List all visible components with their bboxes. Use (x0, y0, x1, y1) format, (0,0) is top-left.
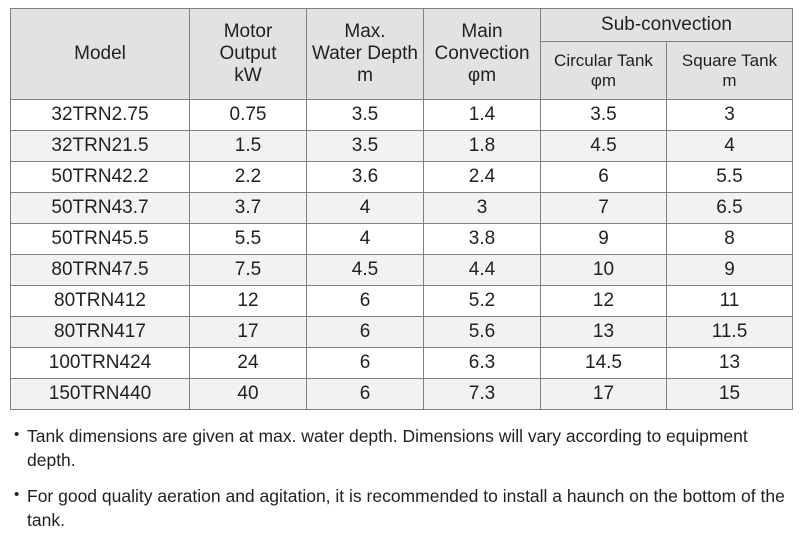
cell-square-tank: 13 (667, 348, 793, 379)
cell-model: 80TRN47.5 (11, 255, 190, 286)
note-item (14, 424, 793, 472)
cell-circular-tank: 12 (541, 286, 667, 317)
table-header (11, 9, 793, 100)
cell-model: 80TRN412 (11, 286, 190, 317)
table-body (11, 100, 793, 410)
cell-square-tank: 6.5 (667, 193, 793, 224)
cell-max-water-depth: 4 (307, 193, 424, 224)
cell-max-water-depth: 6 (307, 348, 424, 379)
cell-main-convection: 5.6 (424, 317, 541, 348)
motor-output-line-3: kW (234, 65, 262, 87)
cell-circular-tank: 10 (541, 255, 667, 286)
cell-motor-output: 0.75 (190, 100, 307, 131)
cell-model: 50TRN42.2 (11, 162, 190, 193)
motor-output-line-2: Output (219, 42, 277, 64)
cell-circular-tank: 3.5 (541, 100, 667, 131)
column-header-sub-convection (541, 9, 793, 42)
cell-motor-output: 24 (190, 348, 307, 379)
cell-max-water-depth: 3.6 (307, 162, 424, 193)
cell-main-convection: 6.3 (424, 348, 541, 379)
cell-motor-output: 7.5 (190, 255, 307, 286)
cell-model: 100TRN424 (11, 348, 190, 379)
cell-max-water-depth: 3.5 (307, 131, 424, 162)
cell-motor-output: 2.2 (190, 162, 307, 193)
cell-main-convection: 3 (424, 193, 541, 224)
table-row (11, 193, 793, 224)
circular-tank-line-1: Circular Tank (554, 50, 653, 70)
cell-square-tank: 8 (667, 224, 793, 255)
cell-circular-tank: 9 (541, 224, 667, 255)
cell-main-convection: 5.2 (424, 286, 541, 317)
square-tank-line-1: Square Tank (681, 50, 778, 70)
cell-square-tank: 11.5 (667, 317, 793, 348)
cell-model: 150TRN440 (11, 379, 190, 410)
note-text: For good quality aeration and agitation, it is recommended to install a haunch on the bottom of the tank. (27, 486, 785, 531)
cell-square-tank: 15 (667, 379, 793, 410)
cell-circular-tank: 6 (541, 162, 667, 193)
column-header-square-tank (667, 42, 793, 100)
cell-circular-tank: 7 (541, 193, 667, 224)
column-header-main-convection (424, 9, 541, 100)
column-header-max-water-depth (307, 9, 424, 100)
cell-main-convection: 4.4 (424, 255, 541, 286)
column-header-model-label: Model (74, 42, 126, 64)
column-header-model (11, 9, 190, 100)
cell-motor-output: 17 (190, 317, 307, 348)
cell-motor-output: 40 (190, 379, 307, 410)
table-row (11, 286, 793, 317)
note-item (14, 484, 793, 532)
cell-square-tank: 9 (667, 255, 793, 286)
main-convection-line-1: Main (461, 20, 503, 42)
square-tank-line-2: m (722, 70, 737, 90)
header-row-top (11, 9, 793, 42)
note-text: Tank dimensions are given at max. water depth. Dimensions will vary according to equipment depth. (27, 426, 748, 471)
table-row (11, 131, 793, 162)
cell-model: 32TRN21.5 (11, 131, 190, 162)
cell-model: 80TRN417 (11, 317, 190, 348)
max-water-depth-line-2: Water Depth (312, 42, 418, 64)
cell-model: 32TRN2.75 (11, 100, 190, 131)
table-row (11, 317, 793, 348)
max-water-depth-line-3: m (357, 65, 373, 87)
cell-square-tank: 11 (667, 286, 793, 317)
sub-convection-label: Sub-convection (601, 13, 732, 35)
specification-table (10, 8, 793, 410)
table-row (11, 162, 793, 193)
cell-main-convection: 1.8 (424, 131, 541, 162)
table-row (11, 100, 793, 131)
notes-section (10, 424, 793, 533)
cell-motor-output: 3.7 (190, 193, 307, 224)
cell-max-water-depth: 6 (307, 379, 424, 410)
cell-motor-output: 5.5 (190, 224, 307, 255)
cell-max-water-depth: 4 (307, 224, 424, 255)
circular-tank-line-2: φm (590, 70, 617, 90)
cell-main-convection: 2.4 (424, 162, 541, 193)
cell-max-water-depth: 6 (307, 317, 424, 348)
cell-motor-output: 12 (190, 286, 307, 317)
cell-circular-tank: 4.5 (541, 131, 667, 162)
table-row (11, 379, 793, 410)
cell-max-water-depth: 3.5 (307, 100, 424, 131)
table-row (11, 224, 793, 255)
cell-model: 50TRN45.5 (11, 224, 190, 255)
cell-square-tank: 4 (667, 131, 793, 162)
cell-max-water-depth: 4.5 (307, 255, 424, 286)
cell-circular-tank: 14.5 (541, 348, 667, 379)
max-water-depth-line-1: Max. (344, 20, 386, 42)
bullet-icon: • (14, 486, 20, 504)
cell-circular-tank: 17 (541, 379, 667, 410)
cell-motor-output: 1.5 (190, 131, 307, 162)
main-convection-line-3: φm (467, 65, 497, 87)
cell-main-convection: 7.3 (424, 379, 541, 410)
column-header-motor-output (190, 9, 307, 100)
main-convection-line-2: Convection (434, 42, 530, 64)
cell-max-water-depth: 6 (307, 286, 424, 317)
cell-main-convection: 3.8 (424, 224, 541, 255)
cell-square-tank: 3 (667, 100, 793, 131)
motor-output-line-1: Motor (223, 20, 273, 42)
cell-model: 50TRN43.7 (11, 193, 190, 224)
table-row (11, 255, 793, 286)
column-header-circular-tank (541, 42, 667, 100)
cell-main-convection: 1.4 (424, 100, 541, 131)
cell-square-tank: 5.5 (667, 162, 793, 193)
table-row (11, 348, 793, 379)
cell-circular-tank: 13 (541, 317, 667, 348)
bullet-icon: • (14, 426, 20, 443)
